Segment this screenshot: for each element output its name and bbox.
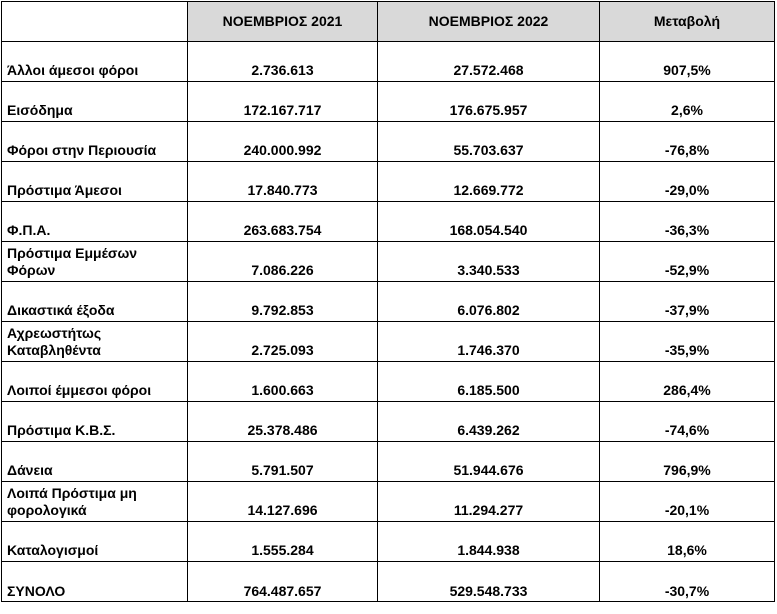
value-2022: 6.185.500: [378, 362, 600, 402]
row-label: Φόροι στην Περιουσία: [2, 122, 188, 162]
change-percent: 796,9%: [600, 442, 775, 482]
table-row: [2, 202, 775, 242]
change-percent: -74,6%: [600, 402, 775, 442]
table-body: [2, 42, 775, 602]
value-2022: 1.844.938: [378, 522, 600, 562]
table-row: [2, 122, 775, 162]
revenue-comparison-table: [1, 1, 775, 602]
table-row: [2, 82, 775, 122]
total-change: -30,7%: [600, 562, 775, 602]
header-nov-2022: ΝΟΕΜΒΡΙΟΣ 2022: [378, 2, 600, 42]
row-label: Λοιποί έμμεσοι φόροι: [2, 362, 188, 402]
header-corner-cell: [2, 2, 188, 42]
change-percent: -76,8%: [600, 122, 775, 162]
table-row: [2, 402, 775, 442]
row-label: Εισόδημα: [2, 82, 188, 122]
value-2022: 11.294.277: [378, 482, 600, 522]
value-2022: 51.944.676: [378, 442, 600, 482]
row-label: Αχρεωστήτως Καταβληθέντα: [2, 322, 188, 362]
table-row: [2, 322, 775, 362]
value-2022: 6.076.802: [378, 282, 600, 322]
row-label: Πρόστιμα Κ.Β.Σ.: [2, 402, 188, 442]
change-percent: 286,4%: [600, 362, 775, 402]
value-2021: 25.378.486: [188, 402, 378, 442]
row-label: Πρόστιμα Άμεσοι: [2, 162, 188, 202]
row-label: Δικαστικά έξοδα: [2, 282, 188, 322]
value-2022: 3.340.533: [378, 242, 600, 282]
value-2021: 5.791.507: [188, 442, 378, 482]
table-row: [2, 522, 775, 562]
value-2022: 12.669.772: [378, 162, 600, 202]
value-2022: 27.572.468: [378, 42, 600, 82]
total-row: [2, 562, 775, 602]
value-2021: 1.600.663: [188, 362, 378, 402]
table-row: [2, 282, 775, 322]
table-row: [2, 362, 775, 402]
value-2021: 17.840.773: [188, 162, 378, 202]
value-2021: 263.683.754: [188, 202, 378, 242]
row-label: Φ.Π.Α.: [2, 202, 188, 242]
change-percent: 18,6%: [600, 522, 775, 562]
row-label: Άλλοι άμεσοι φόροι: [2, 42, 188, 82]
row-label: Καταλογισμοί: [2, 522, 188, 562]
row-label: Λοιπά Πρόστιμα μη φορολογικά: [2, 482, 188, 522]
change-percent: 907,5%: [600, 42, 775, 82]
total-2022: 529.548.733: [378, 562, 600, 602]
table-row: [2, 42, 775, 82]
change-percent: -35,9%: [600, 322, 775, 362]
value-2021: 240.000.992: [188, 122, 378, 162]
change-percent: -37,9%: [600, 282, 775, 322]
value-2021: 2.725.093: [188, 322, 378, 362]
change-percent: 2,6%: [600, 82, 775, 122]
row-label: Πρόστιμα Εμμέσων Φόρων: [2, 242, 188, 282]
change-percent: -36,3%: [600, 202, 775, 242]
value-2021: 2.736.613: [188, 42, 378, 82]
change-percent: -52,9%: [600, 242, 775, 282]
table-row: [2, 442, 775, 482]
value-2022: 1.746.370: [378, 322, 600, 362]
value-2022: 168.054.540: [378, 202, 600, 242]
table-row: [2, 242, 775, 282]
change-percent: -20,1%: [600, 482, 775, 522]
value-2022: 6.439.262: [378, 402, 600, 442]
value-2021: 9.792.853: [188, 282, 378, 322]
table-row: [2, 482, 775, 522]
value-2021: 172.167.717: [188, 82, 378, 122]
value-2022: 55.703.637: [378, 122, 600, 162]
value-2021: 7.086.226: [188, 242, 378, 282]
value-2022: 176.675.957: [378, 82, 600, 122]
header-change: Μεταβολή: [600, 2, 775, 42]
row-label: Δάνεια: [2, 442, 188, 482]
value-2021: 1.555.284: [188, 522, 378, 562]
total-2021: 764.487.657: [188, 562, 378, 602]
header-row: [2, 2, 775, 42]
total-label: ΣΥΝΟΛΟ: [2, 562, 188, 602]
header-nov-2021: ΝΟΕΜΒΡΙΟΣ 2021: [188, 2, 378, 42]
change-percent: -29,0%: [600, 162, 775, 202]
value-2021: 14.127.696: [188, 482, 378, 522]
table-row: [2, 162, 775, 202]
